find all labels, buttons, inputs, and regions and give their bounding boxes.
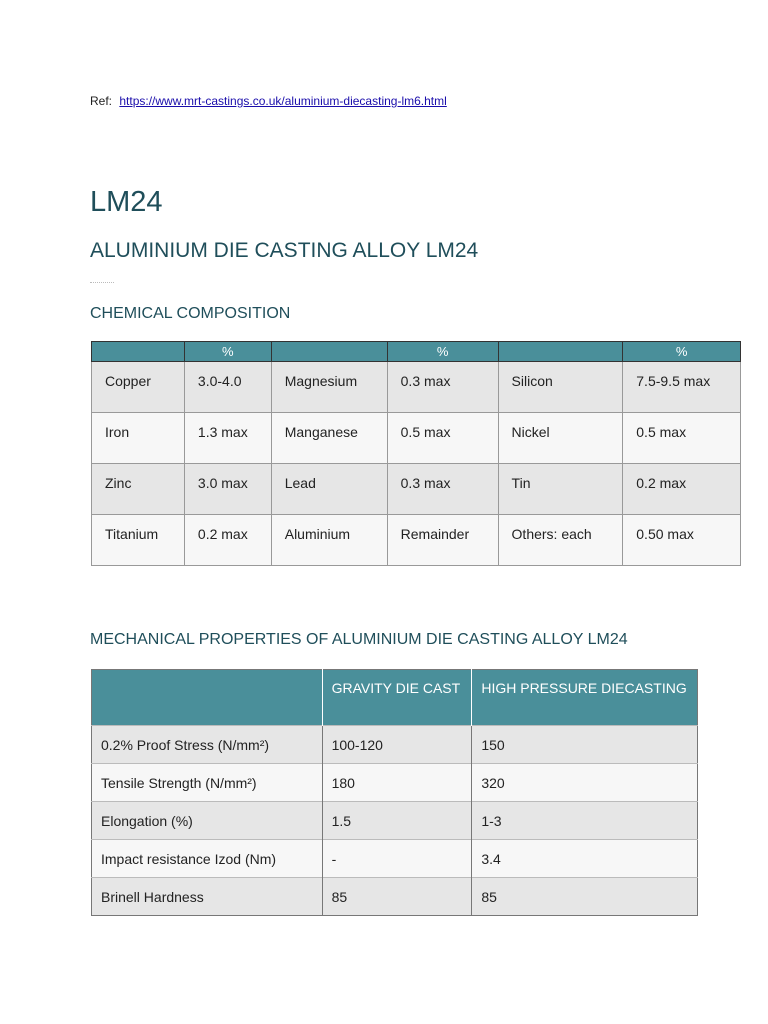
table-row bbox=[92, 515, 741, 566]
table-row bbox=[92, 413, 741, 464]
element-name: Manganese bbox=[271, 413, 387, 464]
table-row bbox=[92, 802, 698, 840]
element-name: Copper bbox=[92, 362, 185, 413]
pressure-value: 3.4 bbox=[472, 840, 698, 878]
gravity-value: 180 bbox=[322, 764, 472, 802]
property-name: Tensile Strength (N/mm²) bbox=[92, 764, 323, 802]
chemical-composition-table bbox=[91, 341, 741, 566]
header-cell: GRAVITY DIE CAST bbox=[322, 670, 472, 726]
header-cell: % bbox=[623, 342, 741, 362]
element-name: Tin bbox=[498, 464, 623, 515]
reference-label: Ref: bbox=[90, 94, 113, 108]
element-name: Aluminium bbox=[271, 515, 387, 566]
element-name: Nickel bbox=[498, 413, 623, 464]
reference-link[interactable]: https://www.mrt-castings.co.uk/aluminium-diecasting-lm6.html bbox=[119, 94, 447, 108]
table-row bbox=[92, 726, 698, 764]
table-row bbox=[92, 764, 698, 802]
element-percent: 0.2 max bbox=[184, 515, 271, 566]
page-subtitle: ALUMINIUM DIE CASTING ALLOY LM24 bbox=[90, 239, 479, 262]
header-cell bbox=[92, 670, 323, 726]
element-name: Magnesium bbox=[271, 362, 387, 413]
property-name: Elongation (%) bbox=[92, 802, 323, 840]
element-percent: 0.5 max bbox=[623, 413, 741, 464]
gravity-value: - bbox=[322, 840, 472, 878]
header-cell bbox=[92, 342, 185, 362]
table-header-row bbox=[92, 670, 698, 726]
pressure-value: 320 bbox=[472, 764, 698, 802]
page-title: LM24 bbox=[90, 186, 163, 218]
divider bbox=[90, 282, 114, 283]
element-percent: 0.5 max bbox=[387, 413, 498, 464]
element-name: Titanium bbox=[92, 515, 185, 566]
gravity-value: 1.5 bbox=[322, 802, 472, 840]
header-cell bbox=[498, 342, 623, 362]
header-cell: % bbox=[387, 342, 498, 362]
element-percent: 0.3 max bbox=[387, 362, 498, 413]
table-header-row bbox=[92, 342, 741, 362]
element-percent: 0.50 max bbox=[623, 515, 741, 566]
element-percent: 0.3 max bbox=[387, 464, 498, 515]
element-name: Silicon bbox=[498, 362, 623, 413]
element-name: Lead bbox=[271, 464, 387, 515]
element-percent: 3.0 max bbox=[184, 464, 271, 515]
property-name: Impact resistance Izod (Nm) bbox=[92, 840, 323, 878]
table-row bbox=[92, 362, 741, 413]
header-cell bbox=[271, 342, 387, 362]
table-row bbox=[92, 464, 741, 515]
table-row bbox=[92, 878, 698, 916]
element-percent: 0.2 max bbox=[623, 464, 741, 515]
table-row bbox=[92, 840, 698, 878]
header-cell: % bbox=[184, 342, 271, 362]
element-name: Others: each bbox=[498, 515, 623, 566]
header-cell: HIGH PRESSURE DIECASTING bbox=[472, 670, 698, 726]
mechanical-properties-table bbox=[91, 669, 698, 916]
pressure-value: 1-3 bbox=[472, 802, 698, 840]
property-name: 0.2% Proof Stress (N/mm²) bbox=[92, 726, 323, 764]
element-percent: 7.5-9.5 max bbox=[623, 362, 741, 413]
element-percent: 3.0-4.0 bbox=[184, 362, 271, 413]
pressure-value: 85 bbox=[472, 878, 698, 916]
property-name: Brinell Hardness bbox=[92, 878, 323, 916]
element-percent: Remainder bbox=[387, 515, 498, 566]
mechanical-heading: MECHANICAL PROPERTIES OF ALUMINIUM DIE CASTING ALLOY LM24 bbox=[90, 631, 628, 648]
gravity-value: 100-120 bbox=[322, 726, 472, 764]
element-name: Iron bbox=[92, 413, 185, 464]
reference-line bbox=[90, 94, 447, 108]
element-percent: 1.3 max bbox=[184, 413, 271, 464]
pressure-value: 150 bbox=[472, 726, 698, 764]
chemical-heading: CHEMICAL COMPOSITION bbox=[90, 305, 291, 322]
gravity-value: 85 bbox=[322, 878, 472, 916]
element-name: Zinc bbox=[92, 464, 185, 515]
